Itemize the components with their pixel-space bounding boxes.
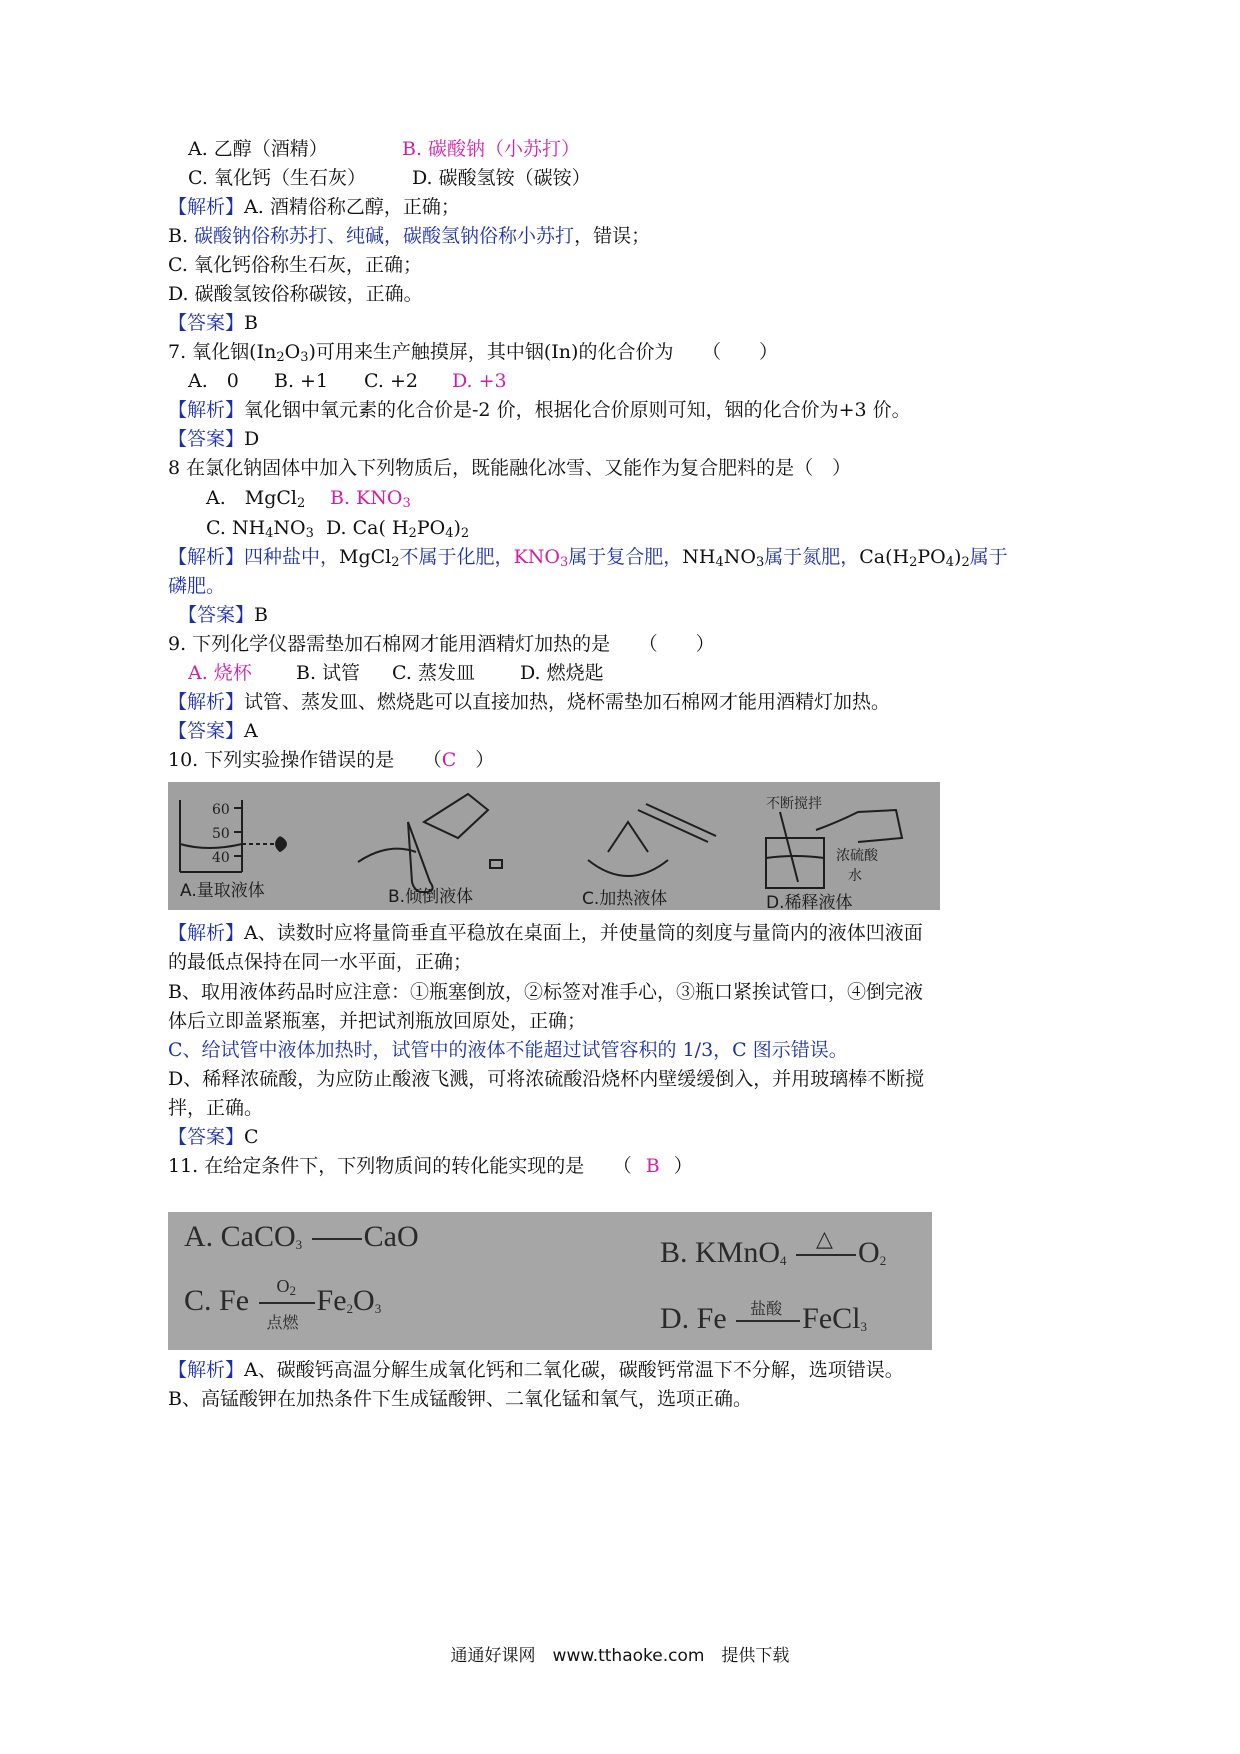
arrow-icon: $O_2$ 点燃 [259, 1302, 315, 1304]
q6-analysis-c: C. 氧化钙俗称生石灰，正确； [168, 254, 422, 276]
label-acid: 浓硫酸 [836, 848, 878, 864]
q6-option-d: D. 碳酸氢铵（碳铵） [412, 167, 591, 189]
q11-fig-a: A. CaCO$_3$ CaO [184, 1220, 419, 1253]
label-stir: 不断搅拌 [766, 796, 822, 812]
q7-option-d: D. +3 [452, 370, 507, 392]
q9-option-b: B. 试管 [296, 662, 361, 684]
caption-a: A.量取液体 [180, 881, 265, 901]
q11-stem: 11. 在给定条件下，下列物质间的转化能实现的是 （ B ） [168, 1155, 693, 1177]
q8-option-a: A. MgCl$_2$ [206, 487, 306, 511]
q7-option-c: C. +2 [364, 370, 418, 392]
page-footer: 通通好课网 www.tthaoke.com 提供下载 [450, 1646, 790, 1666]
scale-40: 40 [212, 850, 230, 866]
q8-stem: 8 在氯化钠固体中加入下列物质后，既能融化冰雪、又能作为复合肥料的是（ ） [168, 457, 852, 479]
q6-option-a: A. 乙醇（酒精） [188, 138, 328, 160]
pouring-bottle-icon [358, 794, 502, 892]
measuring-cylinder-icon [180, 800, 286, 872]
q9-option-d: D. 燃烧匙 [520, 662, 604, 684]
arrow-icon: 盐酸 [736, 1320, 800, 1322]
arrow-icon: △ [796, 1254, 856, 1256]
q7-answer: 【答案】D [168, 428, 260, 450]
q10-figure [168, 782, 940, 910]
q8-option-b: B. $KNO_3$ [330, 487, 411, 511]
q7-option-b: B. +1 [274, 370, 329, 392]
q10-analysis-b1: B、取用液体药品时应注意：①瓶塞倒放，②标签对准手心，③瓶口紧挨试管口，④倒完液 [168, 981, 923, 1003]
beaker-dilution-icon [766, 810, 902, 888]
q6-analysis-b: B. 碳酸钠俗称苏打、纯碱，碳酸氢钠俗称小苏打，错误； [168, 225, 651, 247]
q11-figure [168, 1212, 932, 1350]
arrow-icon [312, 1238, 362, 1240]
label-water: 水 [848, 868, 862, 884]
q6-option-b: B. 碳酸钠（小苏打） [402, 138, 581, 160]
q8-analysis-line2: 磷肥。 [168, 575, 226, 597]
q6-analysis-a: 【解析】A. 酒精俗称乙醇，正确； [168, 196, 460, 218]
q11-fig-c: C. Fe $O_2$ 点燃 $Fe_2O_3$ [184, 1276, 382, 1333]
caption-b: B.倾倒液体 [388, 887, 474, 907]
heating-setup-icon [588, 804, 716, 876]
q6-answer: 【答案】B [168, 312, 258, 334]
q9-stem: 9. 下列化学仪器需垫加石棉网才能用酒精灯加热的是 （ ） [168, 633, 715, 655]
q7-analysis: 【解析】氧化铟中氧元素的化合价是-2 价，根据化合价原则可知，铟的化合价为+3 价。 [168, 399, 911, 421]
q7-option-a: A. 0 [188, 370, 239, 392]
q8-option-d: D. Ca( $H_2PO_4)_2$ [326, 517, 470, 541]
scale-60: 60 [212, 802, 230, 818]
q10-stem: 10. 下列实验操作错误的是 （C ） [168, 749, 495, 771]
q11-fig-b: B. KMnO$_4$ △ $O_2$ [660, 1226, 887, 1269]
q10-analysis-a2: 的最低点保持在同一水平面，正确； [168, 951, 473, 973]
q9-option-a: A. 烧杯 [188, 662, 252, 684]
q8-answer: 【答案】B [178, 604, 268, 626]
scale-50: 50 [212, 826, 230, 842]
q6-option-c: C. 氧化钙（生石灰） [188, 167, 366, 189]
q11-fig-d: D. Fe 盐酸 FeCl$_3$ [660, 1299, 868, 1335]
q10-answer: 【答案】C [168, 1126, 259, 1148]
q9-analysis: 【解析】试管、蒸发皿、燃烧匙可以直接加热，烧杯需垫加石棉网才能用酒精灯加热。 [168, 691, 891, 713]
q8-analysis: 【解析】四种盐中，MgCl$_2$不属于化肥，$KNO_3$属于复合肥，$NH_4NO_3$属于氮肥，$Ca(H_2PO_4)_2$属于 [168, 546, 1008, 570]
q9-option-c: C. 蒸发皿 [392, 662, 475, 684]
q10-analysis-a1: 【解析】A、读数时应将量筒垂直平稳放在桌面上，并使量筒的刻度与量筒内的液体凹液面 [168, 922, 923, 944]
q9-answer: 【答案】A [168, 720, 258, 742]
q11-analysis-a: 【解析】A、碳酸钙高温分解生成氧化钙和二氧化碳，碳酸钙常温下不分解，选项错误。 [168, 1359, 904, 1381]
q7-stem: 7. 氧化铟$(In_2O_3)$可用来生产触摸屏，其中铟(In)的化合价为 （ ） [168, 341, 778, 365]
caption-d: D.稀释液体 [766, 893, 853, 910]
q6-analysis-d: D. 碳酸氢铵俗称碳铵，正确。 [168, 283, 423, 305]
caption-c: C.加热液体 [582, 889, 668, 909]
q10-analysis-d2: 拌，正确。 [168, 1097, 264, 1119]
q10-analysis-c: C、给试管中液体加热时，试管中的液体不能超过试管容积的 1/3，C 图示错误。 [168, 1039, 848, 1061]
q8-option-c: C. $NH_4NO_3$ [206, 517, 314, 541]
q11-analysis-b: B、高锰酸钾在加热条件下生成锰酸钾、二氧化锰和氧气，选项正确。 [168, 1388, 752, 1410]
q10-analysis-d1: D、稀释浓硫酸，为应防止酸液飞溅，可将浓硫酸沿烧杯内壁缓缓倒入，并用玻璃棒不断搅 [168, 1068, 925, 1090]
q10-analysis-b2: 体后立即盖紧瓶塞，并把试剂瓶放回原处，正确； [168, 1010, 587, 1032]
